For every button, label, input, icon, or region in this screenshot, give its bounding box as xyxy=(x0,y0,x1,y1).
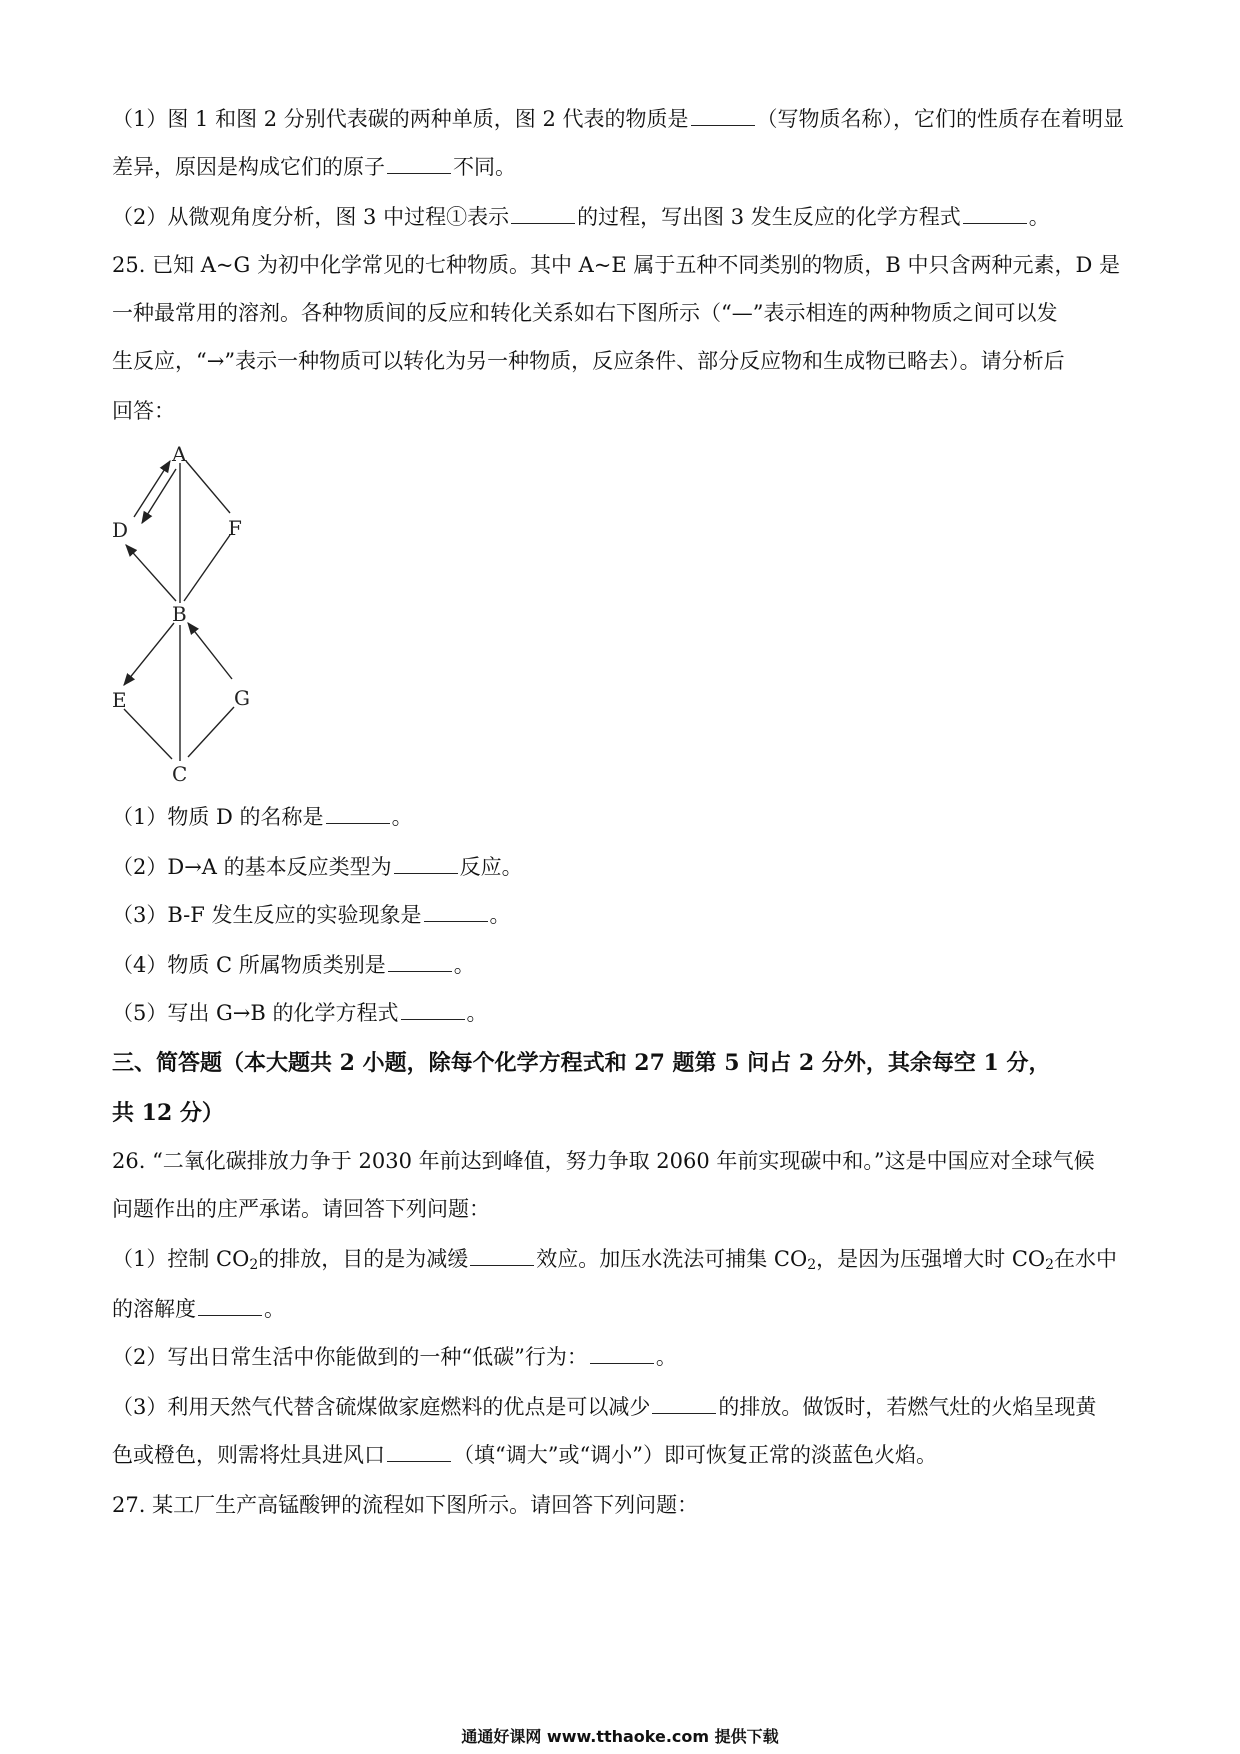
text: （写物质名称），它们的性质存在着明显 xyxy=(756,107,1124,131)
text: 不同。 xyxy=(453,155,516,179)
section-3-heading-line1: 三、简答题（本大题共 2 小题，除每个化学方程式和 27 题第 5 问占 2 分外，其余每空 1 分， xyxy=(112,1050,1051,1076)
text: （4）物质 C 所属物质类别是 xyxy=(112,953,386,977)
answer-blank xyxy=(387,1443,451,1462)
arrow-b-to-e xyxy=(124,623,174,685)
q25-stem-line3: 生反应，“→”表示一种物质可以转化为另一种物质，反应条件、部分反应物和生成物已略去）。请分析后 xyxy=(112,349,1065,373)
text: （2）从微观角度分析，图 3 中过程①表示 xyxy=(112,205,510,229)
text: （5）写出 G→B 的化学方程式 xyxy=(112,1001,399,1025)
text: 的排放。做饭时，若燃气灶的火焰呈现黄 xyxy=(718,1395,1097,1419)
line-a-f xyxy=(186,461,230,513)
q26-part2 xyxy=(112,1342,1132,1372)
q25-stem-line2: 一种最常用的溶剂。各种物质间的反应和转化关系如右下图所示（“—”表示相连的两种物质之间可以发 xyxy=(112,301,1058,325)
subscript: 2 xyxy=(249,1257,259,1273)
q24-part2-line xyxy=(112,202,1132,232)
node-a: A xyxy=(172,445,187,466)
arrow-g-to-b xyxy=(188,623,232,679)
q26-stem-line1: 26. “二氧化碳排放力争于 2030 年前达到峰值，努力争取 2060 年前实现碳中和。”这是中国应对全球气候 xyxy=(112,1149,1095,1173)
answer-blank xyxy=(198,1297,262,1316)
node-c: C xyxy=(172,762,188,785)
text: 的过程，写出图 3 发生反应的化学方程式 xyxy=(577,205,961,229)
q25-stem-line4: 回答： xyxy=(112,399,175,423)
line-f-b xyxy=(184,535,230,601)
q25-part3 xyxy=(112,900,1132,930)
node-g: G xyxy=(234,686,250,710)
text: 。 xyxy=(655,1345,677,1369)
arrow-b-to-d xyxy=(126,545,176,601)
subscript: 2 xyxy=(807,1257,817,1273)
text: 。 xyxy=(489,903,511,927)
text: （1）物质 D 的名称是 xyxy=(112,805,324,829)
answer-blank xyxy=(394,855,458,874)
line-e-c xyxy=(124,709,172,759)
text: 差异，原因是构成它们的原子 xyxy=(112,155,385,179)
answer-blank xyxy=(691,107,755,126)
text: 。 xyxy=(264,1297,285,1321)
answer-blank xyxy=(652,1395,716,1414)
node-b: B xyxy=(172,602,187,626)
answer-blank xyxy=(326,805,390,824)
q26-part1-line1 xyxy=(112,1244,1132,1280)
section-3-heading-line2: 共 12 分） xyxy=(112,1100,224,1126)
page-footer: 通通好课网 www.tthaoke.com 提供下载 xyxy=(461,1727,779,1746)
text: 。 xyxy=(466,1001,488,1025)
q25-stem-line1: 25. 已知 A~G 为初中化学常见的七种物质。其中 A~E 属于五种不同类别的物质，B 中只含两种元素，D 是 xyxy=(112,253,1121,277)
answer-blank xyxy=(590,1345,654,1364)
arrow-d-to-a xyxy=(134,461,170,517)
text: 效应。加压水洗法可捕集 CO xyxy=(536,1247,808,1271)
line-g-c xyxy=(188,707,234,757)
q24-part1-line1 xyxy=(112,104,1132,134)
answer-blank xyxy=(388,953,452,972)
node-d: D xyxy=(112,518,129,542)
text: 的排放，目的是为减缓 xyxy=(258,1247,469,1271)
relationship-diagram xyxy=(110,445,290,785)
text: 。 xyxy=(1028,205,1050,229)
text: （2）D→A 的基本反应类型为 xyxy=(112,855,392,879)
text: 反应。 xyxy=(459,855,523,879)
text: 。 xyxy=(391,805,413,829)
text: （填“调大”或“调小”）即可恢复正常的淡蓝色火焰。 xyxy=(453,1443,937,1467)
text: 色或橙色，则需将灶具进风口 xyxy=(112,1443,385,1467)
q27-stem: 27. 某工厂生产高锰酸钾的流程如下图所示。请回答下列问题： xyxy=(112,1493,699,1517)
text: 的溶解度 xyxy=(112,1297,196,1321)
q26-part3-line2 xyxy=(112,1440,1132,1470)
text: （1）控制 CO xyxy=(112,1247,250,1271)
node-e: E xyxy=(112,688,127,712)
text: （3）B-F 发生反应的实验现象是 xyxy=(112,903,422,927)
q26-part3-line1 xyxy=(112,1392,1132,1422)
text: （3）利用天然气代替含硫煤做家庭燃料的优点是可以减少 xyxy=(112,1395,651,1419)
answer-blank xyxy=(963,205,1027,224)
q26-part1-line2 xyxy=(112,1294,1132,1324)
node-f: F xyxy=(228,516,242,540)
answer-blank xyxy=(387,155,451,174)
q25-part4 xyxy=(112,950,1132,980)
subscript: 2 xyxy=(1045,1257,1055,1273)
text: 在水中 xyxy=(1054,1247,1118,1271)
answer-blank xyxy=(470,1247,534,1266)
q25-part5 xyxy=(112,998,1132,1028)
text: ，是因为压强增大时 CO xyxy=(816,1247,1046,1271)
q26-stem-line2: 问题作出的庄严承诺。请回答下列问题： xyxy=(112,1197,490,1221)
text: 。 xyxy=(453,953,475,977)
q24-part1-line2 xyxy=(112,152,1132,182)
text: （1）图 1 和图 2 分别代表碳的两种单质，图 2 代表的物质是 xyxy=(112,107,689,131)
answer-blank xyxy=(511,205,575,224)
text: （2）写出日常生活中你能做到的一种“低碳”行为： xyxy=(112,1345,588,1369)
answer-blank xyxy=(401,1001,465,1020)
q25-part2 xyxy=(112,852,1132,882)
q25-part1 xyxy=(112,802,1132,832)
answer-blank xyxy=(424,903,488,922)
